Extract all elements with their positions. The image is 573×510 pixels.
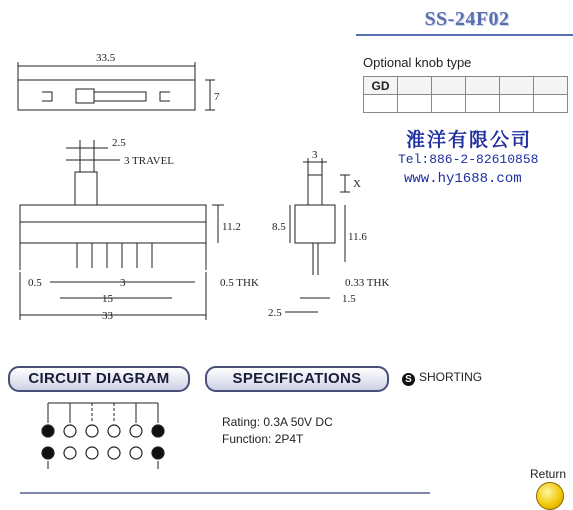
- dim-label: 1.5: [342, 293, 356, 305]
- dim-label: 8.5: [272, 221, 286, 233]
- return-button[interactable]: [536, 482, 564, 510]
- terminal-filled: [42, 425, 54, 437]
- bottom-divider: [20, 492, 430, 494]
- dim-label: 11.6: [348, 231, 367, 243]
- specifications-banner: SPECIFICATIONS: [205, 366, 389, 392]
- dim-label: 2.5: [112, 137, 126, 149]
- page-title: SS-24F02: [424, 8, 510, 30]
- spec-function: Function: 2P4T: [222, 432, 304, 446]
- front-view-body: [20, 205, 206, 243]
- dim-label: 15: [102, 293, 113, 305]
- terminal-open: [64, 425, 76, 437]
- knob-cell: GD: [364, 77, 398, 95]
- circuit-diagram-banner: CIRCUIT DIAGRAM: [8, 366, 190, 392]
- terminal-open: [86, 447, 98, 459]
- top-view-body: [18, 80, 195, 110]
- terminal-open: [86, 425, 98, 437]
- dim-label: 3: [312, 149, 318, 161]
- dim-label: 0.5: [28, 277, 42, 289]
- side-view-knob: [308, 175, 322, 205]
- dim-label: 0.33 THK: [345, 277, 390, 289]
- front-view-knob: [75, 172, 97, 205]
- dim-label: 0.5 THK: [220, 277, 259, 289]
- dim-label: 3: [120, 277, 126, 289]
- return-label[interactable]: Return: [530, 467, 567, 481]
- terminal-filled: [152, 447, 164, 459]
- company-tel: Tel:886-2-82610858: [398, 152, 539, 167]
- dim-label: 33: [102, 310, 113, 322]
- company-website-link[interactable]: www.hy1688.com: [404, 171, 522, 187]
- dim-label: 2.5: [268, 307, 282, 319]
- terminal-filled: [152, 425, 164, 437]
- knob-caption: Optional knob type: [363, 55, 472, 70]
- terminal-open: [108, 425, 120, 437]
- dim-label: 11.2: [222, 221, 241, 233]
- shorting-icon: S: [402, 373, 415, 386]
- spec-rating: Rating: 0.3A 50V DC: [222, 415, 333, 429]
- dim-label: 33.5: [96, 52, 116, 64]
- dim-label: X: [353, 178, 361, 190]
- side-view-body: [295, 205, 335, 243]
- dim-label: 7: [214, 91, 220, 103]
- company-name: 淮洋有限公司: [405, 129, 532, 151]
- terminal-open: [130, 447, 142, 459]
- top-view-knob: [76, 89, 94, 103]
- terminal-filled: [42, 447, 54, 459]
- shorting-legend: [402, 370, 482, 386]
- dim-label: 3 TRAVEL: [124, 155, 175, 167]
- shorting-label: SHORTING: [419, 370, 483, 384]
- terminal-open: [130, 425, 142, 437]
- circuit-diagram: [38, 395, 178, 475]
- terminal-open: [108, 447, 120, 459]
- terminal-open: [64, 447, 76, 459]
